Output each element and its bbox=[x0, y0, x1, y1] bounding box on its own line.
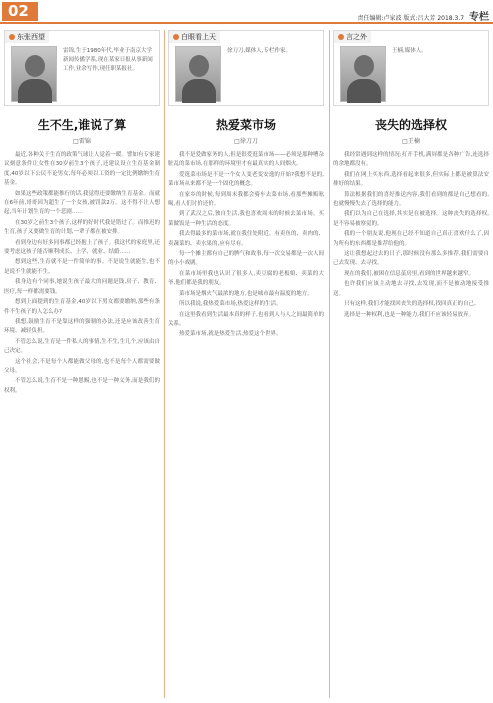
article-byline: □雷锦 bbox=[73, 138, 91, 145]
article-byline: □徐刀刀 bbox=[234, 138, 258, 145]
author-photo bbox=[340, 46, 386, 102]
section-name: 专栏 bbox=[469, 12, 489, 23]
page-number: 02 bbox=[2, 2, 38, 21]
author-photo bbox=[11, 46, 57, 102]
article-paragraph: 菜市场是烟火气最浓的地方,也是城市最有温度的地方。 bbox=[179, 290, 313, 297]
column-1 bbox=[4, 30, 160, 698]
article-paragraph: 我们在网上买东西,选择看起来很多,但实际上都是被算法安排好的结果。 bbox=[333, 171, 489, 188]
column-divider bbox=[164, 30, 165, 698]
page-header bbox=[0, 0, 493, 24]
author-box bbox=[168, 30, 324, 106]
article-paragraph: 我去得最多的菜市场,就在我住处附近。有卖鱼的、卖肉的、卖蔬菜的、卖水果的,应有尽有。 bbox=[168, 231, 324, 247]
article-paragraph: 最近,各种关于生育的政策气球让人觉着一暖。譬如有专家建议刻意条件让女性在30岁前生3个孩子,还建议设立生育基金制度,40岁以下公民不论男女,每年必须以工资的一定比例缴纳生育基金。 bbox=[4, 152, 160, 187]
article-paragraph: 热爱菜市场,就是热爱生活,热爱这个世界。 bbox=[179, 331, 282, 338]
article-paragraph: 我们以为自己在选择,其实是在被选择。这种丧失的选择权,是不容易被察觉的。 bbox=[333, 211, 489, 227]
article-paragraph: 在家乡的时候,每到周末我都会骑车去菜市场,看那些摊贩吆喝,看人们讨价还价。 bbox=[168, 191, 324, 208]
column-tag-label: 白眼看上天 bbox=[181, 33, 216, 41]
article-byline: □王楠 bbox=[402, 138, 420, 145]
bullet-icon bbox=[338, 34, 344, 40]
article-paragraph: 我的一个朋友说,他现在已经不知道自己真正喜欢什么了,因为所有的东西都是推荐给他的。 bbox=[333, 231, 489, 247]
article-body bbox=[333, 151, 489, 320]
article-paragraph: 在30岁之前生3个孩子,这样的好时代我是错过了。而推迟的生育,孩子又要做生育的计划,一辈子都在被安排。 bbox=[4, 219, 160, 236]
column-tag bbox=[169, 31, 220, 43]
author-bio: 王楠,媒体人。 bbox=[392, 48, 427, 54]
article-paragraph: 爱逛菜市场是不是一个女人变老变安逸的开始?我想不是的,菜市场从来都不是一个固化的概念。 bbox=[168, 171, 324, 188]
editor-line: 责任编辑:卢家波 版式:吕大芳 2018.3.7 bbox=[357, 15, 465, 22]
article-paragraph: 我不是爱做家务的人,但是很爱逛菜市场——必须是那种嘈杂脏乱的菜市场,在那样的环境里才有最真实的人间烟火。 bbox=[168, 152, 324, 168]
article-paragraph: 每一个摊主都有自己的脾气和故事,每一次交易都是一次人间的小小戏剧。 bbox=[168, 251, 324, 267]
bullet-icon bbox=[173, 34, 179, 40]
author-box bbox=[333, 30, 489, 106]
article-paragraph: 我想,鼓励生育不是靠这样的强制的办法,还是应该改善生育环境、减轻负担。 bbox=[4, 318, 160, 335]
article-paragraph: 看到身边有好多同事都已经抱上了孩子。我这代的家庭里,还要考虑这孩子能否顺利成长、上学、就业、结婚…… bbox=[4, 239, 160, 256]
article-paragraph: 如果这些政策都能推行的话,我觉得还要缴纳生育基金。而就在6年前,哥哥因为超生了一个女孩,被罚款2万。这不得不让人想起,当年计划生育的一个悲剧…… bbox=[4, 190, 160, 216]
article-paragraph: 不管怎么说,生育是一件私人的事情,生不生,生几个,应该由自己决定。 bbox=[4, 338, 160, 355]
article-title: 丧失的选择权 bbox=[374, 118, 447, 132]
article-paragraph: 只有这样,我们才能找回丧失的选择权,找回真正的自己。 bbox=[344, 301, 480, 308]
author-box bbox=[4, 30, 160, 106]
article-paragraph: 这个社会,不是每个人都能做父母的,也不是每个人都需要做父母。 bbox=[4, 358, 160, 374]
article-paragraph: 选择是一种权利,也是一种能力,我们不应该轻易放弃。 bbox=[344, 311, 474, 318]
article-paragraph: 我身边有个同事,她说生孩子最大的问题是钱,房子、教育、医疗,每一样都需要钱。 bbox=[4, 279, 160, 295]
column-tag-label: 东张西望 bbox=[17, 33, 45, 41]
article-paragraph: 想到上面提到的生育基金,40岁以下男女都要缴纳,那些有条件不生孩子的人怎么办? bbox=[4, 299, 160, 315]
article-paragraph: 我经常遇到这样的情况:打开手机,满屏都是各种广告,连选择的余地都没有。 bbox=[333, 152, 489, 168]
author-bio: 雷锦,生于1980年代,毕业于南京大学新闻传播学系,现在某家日报从事新闻工作,业余写作,现任职某报社。 bbox=[63, 48, 153, 72]
article-paragraph: 现在的我们,被困在信息茧房里,看到的世界越来越窄。 bbox=[344, 270, 474, 277]
column-tag bbox=[5, 31, 49, 43]
article-paragraph: 到了武汉之后,独自生活,我也喜欢周末的时候去菜市场。买菜做饭是一种生活的态度。 bbox=[168, 211, 324, 227]
article-paragraph: 想到这些,生育就不是一件简单的事。不是说生就能生,也不是说不生就能不生。 bbox=[4, 259, 160, 275]
header-info bbox=[358, 8, 490, 23]
article-paragraph: 在这里我看到生活最本真的样子,也看到人与人之间最简单的关系。 bbox=[168, 311, 324, 327]
author-photo bbox=[175, 46, 221, 102]
author-bio: 徐刀刀,媒体人,专栏作家。 bbox=[227, 48, 291, 54]
article-paragraph: 不管怎么说,生育不是一种恩赐,也不是一种义务,而是我们的权利。 bbox=[4, 378, 160, 394]
column-tag bbox=[334, 31, 371, 43]
bullet-icon bbox=[9, 34, 15, 40]
column-tag-label: 言之外 bbox=[346, 33, 367, 41]
column-3 bbox=[333, 30, 489, 698]
article-paragraph: 这让我想起过去的日子,那时候没有那么多推荐,我们需要自己去发现、去寻找。 bbox=[333, 251, 489, 267]
article-title: 热爱菜市场 bbox=[215, 118, 276, 132]
article-paragraph: 所以我说,我热爱菜市场,热爱这样的生活。 bbox=[179, 301, 282, 308]
column-2 bbox=[168, 30, 324, 698]
article-body bbox=[4, 151, 160, 396]
article-paragraph: 在菜市场里我也认识了很多人,卖豆腐的老板娘、卖菜的大爷,他们都是我的朋友。 bbox=[168, 270, 324, 287]
column-divider bbox=[329, 30, 330, 698]
article-body bbox=[168, 151, 324, 340]
article-paragraph: 算法根据我们的喜好推送内容,我们看到的都是自己想看的,也就慢慢失去了选择的能力。 bbox=[333, 191, 489, 208]
article-paragraph: 也许我们应该主动地去寻找,去发现,而不是被动地接受推送。 bbox=[333, 281, 489, 297]
article-title: 生不生,谁说了算 bbox=[37, 118, 127, 132]
